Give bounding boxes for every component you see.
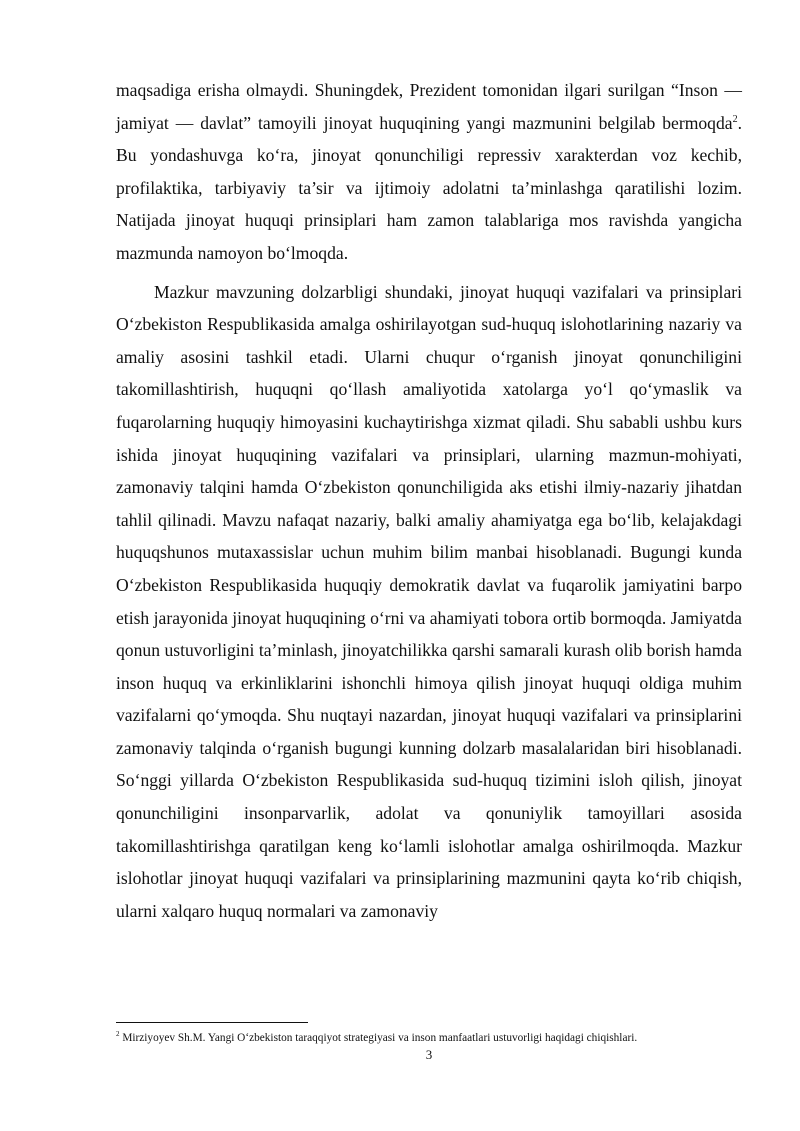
body-text	[116, 74, 742, 927]
footnote-text: Mirziyoyev Sh.M. Yangi O‘zbekiston taraqqiyot strategiyasi va inson manfaatlari ustuvorligi haqidagi chiqishlari.	[119, 1032, 638, 1044]
paragraph-relevance: Mazkur mavzuning dolzarbligi shundaki, jinoyat huquqi vazifalari va prinsiplari O‘zbekiston Respublikasida amalga oshirilayotgan sud-huquq islohotlarining nazariy va amaliy asosini tashkil etadi. Ularni chuqur o‘rganish jinoyat qonunchiligini takomillashtirish, huquqni qo‘llash amaliyotida xatolarga yo‘l qo‘ymaslik va fuqarolarning huquqiy himoyasini kuchaytirishga xizmat qiladi. Shu sababli ushbu kurs ishida jinoyat huquqining vazifalari va prinsiplari, ularning mazmun-mohiyati, zamonaviy talqini hamda O‘zbekiston qonunchiligida aks etishi ilmiy-nazariy jihatdan tahlil qilinadi. Mavzu nafaqat nazariy, balki amaliy ahamiyatga ega bo‘lib, kelajakdagi huquqshunos mutaxassislar uchun muhim bilim manbai hisoblanadi. Bugungi kunda O‘zbekiston Respublikasida huquqiy demokratik davlat va fuqarolik jamiyatini barpo etish jarayonida jinoyat huquqining o‘rni va ahamiyati tobora ortib bormoqda. Jamiyatda qonun ustuvorligini ta’minlash, jinoyatchilikka qarshi samarali kurash olib borish hamda inson huquq va erkinliklarini ishonchli himoya qilish jinoyat huquqi oldiga muhim vazifalarni qo‘ymoqda. Shu nuqtayi nazardan, jinoyat huquqi vazifalari va prinsiplarini zamonaviy talqinda o‘rganish bugungi kunning dolzarb masalalaridan biri hisoblanadi. So‘nggi yillarda O‘zbekiston Respublikasida sud-huquq tizimini isloh qilish, jinoyat qonunchiligini insonparvarlik, adolat va qonuniylik tamoyillari asosida takomillashtirishga qaratilgan keng ko‘lamli islohotlar amalga oshirilmoqda. Mazkur islohotlar jinoyat huquqi vazifalari va prinsiplarining mazmunini qayta ko‘rib chiqish, ularni xalqaro huquq normalari va zamonaviy	[116, 281, 742, 921]
paragraph-1-text: maqsadiga erisha olmaydi. Shuningdek, Prezident tomonidan ilgari surilgan “Inson — jamiyat — davlat” tamoyili jinoyat huquqining yangi mazmunini belgilab bermoqda	[116, 80, 742, 133]
paragraph-continuation	[116, 74, 742, 270]
paragraph-1-text-continued: . Bu yondashuvga ko‘ra, jinoyat qonunchiligi repressiv xarakterdan voz kechib, profilaktika, tarbiyaviy ta’sir va ijtimoiy adolatni ta’minlashga qaratilishi lozim. Natijada jinoyat huquqi prinsiplari ham zamon talablariga mos ravishda yangicha mazmunda namoyon bo‘lmoqda.	[116, 112, 742, 263]
footnote-number: 2	[116, 1030, 120, 1039]
footnote-reference[interactable]: 2	[732, 113, 738, 125]
page-number: 3	[425, 1047, 433, 1062]
footnote	[116, 1031, 756, 1045]
footnote-separator	[116, 1022, 308, 1023]
